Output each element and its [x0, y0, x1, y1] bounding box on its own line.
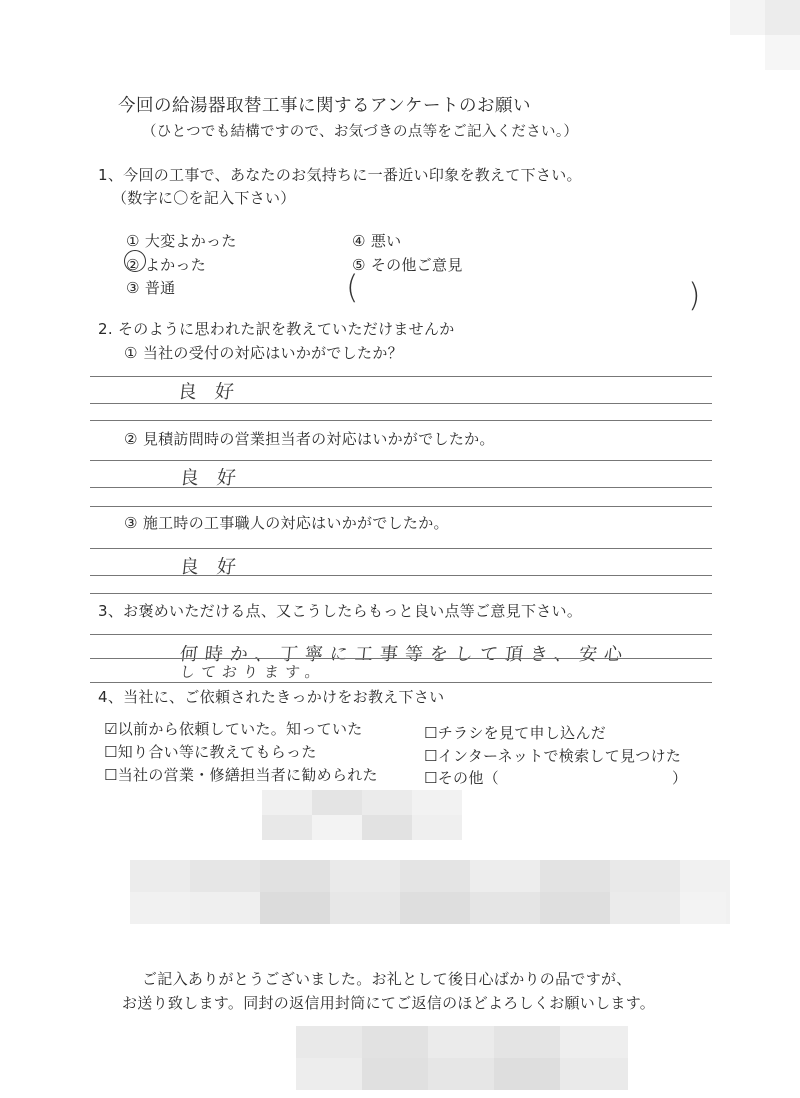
q2-question: 2. そのように思われた訳を教えていただけませんか	[98, 320, 455, 338]
q1-option-5[interactable]: ⑤ その他ご意見	[352, 256, 463, 274]
answer-line	[90, 506, 712, 507]
answer-line	[90, 420, 712, 421]
q4-option-flyer[interactable]: ☐チラシを見て申し込んだ	[424, 724, 607, 742]
q2-sub1-answer[interactable]: 良好	[176, 381, 254, 403]
q4-option-previous[interactable]: ☑以前から依頼していた。知っていた	[104, 720, 363, 738]
q4-question: 4、当社に、ご依頼されたきっかけをお教え下さい	[98, 688, 445, 706]
survey-subtitle: （ひとつでも結構ですので、お気づきの点等をご記入ください。）	[142, 124, 579, 140]
q2-sub3-answer[interactable]: 良好	[178, 556, 256, 578]
answer-line	[90, 403, 712, 404]
redacted-block	[130, 860, 726, 924]
scan-artifact	[730, 0, 800, 70]
q2-sub1-label: ① 当社の受付の対応はいかがでしたか？	[124, 344, 403, 362]
q1-option-4[interactable]: ④ 悪い	[352, 232, 402, 250]
answer-line	[90, 682, 712, 683]
selected-circle-mark	[124, 250, 146, 272]
q4-option-acquaintance[interactable]: ☐知り合い等に教えてもらった	[104, 743, 317, 761]
redacted-block	[262, 790, 462, 840]
q3-question: 3、お褒めいただける点、又こうしたらもっと良い点等ご意見下さい。	[98, 602, 583, 620]
q1-option-3[interactable]: ③ 普通	[126, 279, 176, 297]
q3-answer-line2[interactable]: しております。	[179, 663, 327, 681]
q1-other-paren-open: (	[346, 268, 359, 306]
answer-line	[90, 460, 712, 461]
survey-title: 今回の給湯器取替工事に関するアンケートのお願い	[118, 96, 531, 116]
answer-line	[90, 634, 712, 635]
q1-other-paren-close: )	[688, 276, 701, 314]
q4-option-staff[interactable]: ☐当社の営業・修繕担当者に勧められた	[104, 766, 378, 784]
q1-question: 1、今回の工事で、あなたのお気持ちに一番近い印象を教えて下さい。	[98, 166, 582, 184]
redacted-block	[296, 1026, 628, 1090]
q4-other-close: ）	[672, 769, 688, 787]
q1-option-2[interactable]: ② よかった	[126, 256, 207, 274]
footer-thanks: ご記入ありがとうございました。お礼として後日心ばかりの品ですが、	[142, 970, 632, 988]
answer-line	[90, 487, 712, 488]
q1-note: （数字に〇を記入下さい）	[112, 189, 296, 207]
answer-line	[90, 548, 712, 549]
q4-option-other[interactable]: ☐その他（	[424, 769, 499, 787]
q4-option-internet[interactable]: ☐インターネットで検索して見つけた	[424, 747, 682, 765]
footer-return-note: お送り致します。同封の返信用封筒にてご返信のほどよろしくお願いします。	[122, 994, 656, 1012]
q3-answer-line1[interactable]: 何時か、丁寧に工事等をして頂き、安心	[178, 644, 631, 665]
answer-line	[90, 593, 712, 594]
q2-sub3-label: ③ 施工時の工事職人の対応はいかがでしたか。	[124, 514, 449, 532]
q2-sub2-answer[interactable]: 良好	[178, 467, 256, 489]
answer-line	[90, 658, 712, 659]
q1-option-1[interactable]: ① 大変よかった	[126, 232, 237, 250]
q2-sub2-label: ② 見積訪問時の営業担当者の対応はいかがでしたか。	[124, 430, 495, 448]
answer-line	[90, 575, 712, 576]
